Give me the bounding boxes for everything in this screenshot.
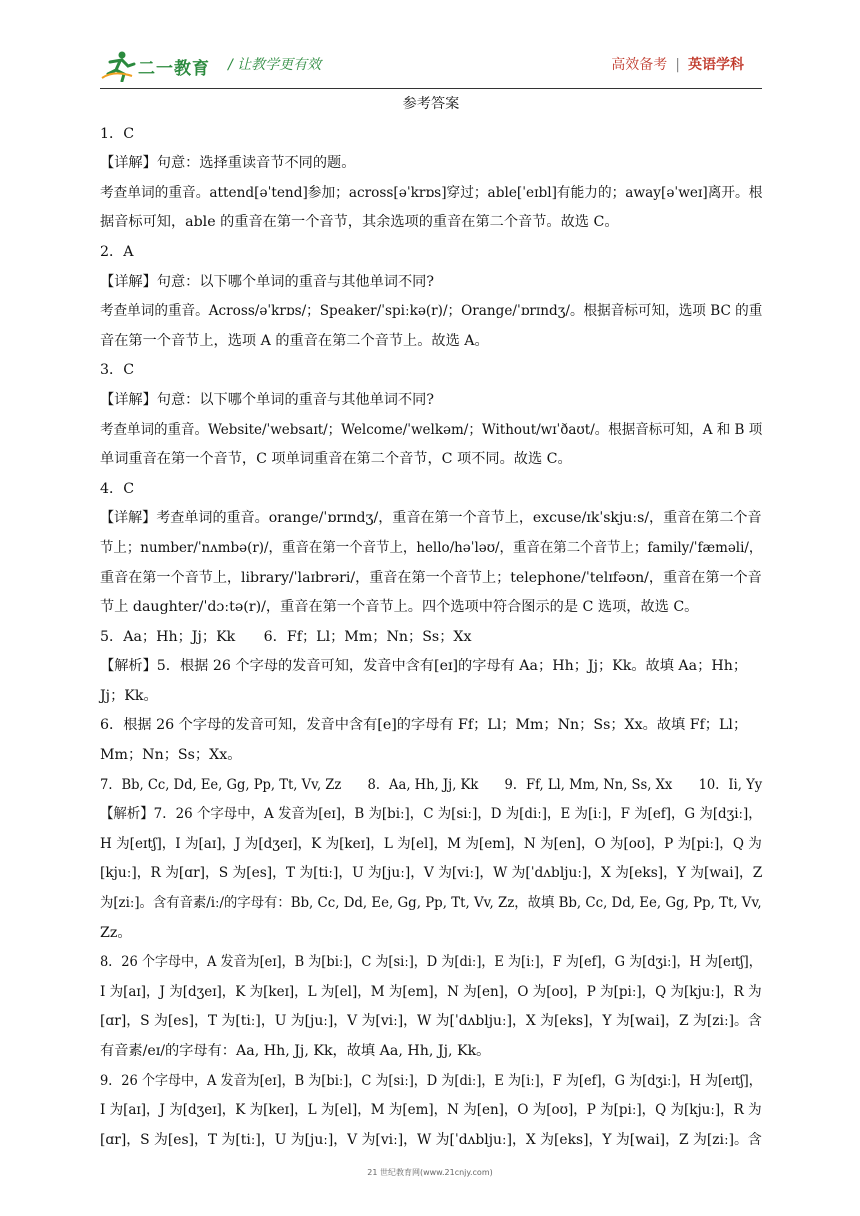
slogan: / 让教学更有效: [228, 57, 322, 73]
answer-line: 【详解】考查单词的重音。orange/ˈɒrɪndʒ/，重音在第一个音节上，excuse/ɪkˈskjuːs/，重音在第二个音: [100, 510, 762, 527]
answer-line: 1．C: [100, 125, 135, 142]
answer-line: 7．Bb, Cc, Dd, Ee, Gg, Pp, Tt, Vv, Zz 8．Aa, Hh, Jj, Kk 9．Ff, Ll, Mm, Nn, Ss, Xx 10．Ii, Yy: [100, 776, 763, 793]
answer-line: Mm；Nn；Ss；Xx。: [100, 747, 242, 764]
logo-text: 二一教育: [138, 59, 210, 79]
answer-line: [kjuː]，R 为[ɑr]，S 为[es]，T 为[tiː]，U 为[juː]，V 为[viː]，W 为[ˈdʌbljuː]，X 为[eks]，Y 为[wai]，Z: [100, 865, 763, 882]
answer-line: 考查单词的重音。attend[əˈtend]参加；across[əˈkrɒs]穿过；able[ˈeɪbl]有能力的；away[əˈweɪ]离开。根: [100, 184, 763, 201]
answer-line: [ɑr]，S 为[es]，T 为[tiː]，U 为[juː]，V 为[viː]，W 为[ˈdʌbljuː]，X 为[eks]，Y 为[wai]，Z 为[ziː]。含: [100, 1013, 762, 1030]
page-header: [100, 46, 762, 90]
answer-line: 【解析】5．根据 26 个字母的发音可知，发音中含有[eɪ]的字母有 Aa；Hh；Jj；Kk。故填 Aa；Hh；: [100, 658, 748, 675]
answer-line: 单词重音在第一个音节，C 项单词重音在第二个音节，C 项不同。故选 C。: [100, 451, 572, 468]
answer-line: 【详解】句意：选择重读音节不同的题。: [100, 155, 356, 172]
answer-line: 4．C: [100, 480, 135, 497]
answer-line: I 为[aɪ]，J 为[dʒeɪ]，K 为[keɪ]，L 为[el]，M 为[em]，N 为[en]，O 为[oʊ]，P 为[piː]，Q 为[kjuː]，R 为: [100, 1102, 762, 1119]
answer-line: H 为[eɪtʃ]，I 为[aɪ]，J 为[dʒeɪ]，K 为[keɪ]，L 为[el]，M 为[em]，N 为[en]，O 为[oʊ]，P 为[piː]，Q 为: [100, 835, 762, 852]
tag-exam-prep: 高效备考: [611, 57, 668, 73]
answer-content: [100, 90, 762, 1155]
answer-lines: [100, 120, 762, 1156]
answer-line: 考查单词的重音。Website/ˈwebsaɪt/；Welcome/ˈwelkəm/；Without/wɪˈðaʊt/。根据音标可知，A 和 B 项: [100, 421, 763, 438]
answer-line: 音在第一个音节上，选项 A 的重音在第二个音节上。故选 A。: [100, 332, 489, 349]
answer-line: 据音标可知，able 的重音在第一个音节，其余选项的重音在第二个音节。故选 C。: [100, 214, 619, 231]
answer-line: 9．26 个字母中，A 发音为[eɪ]，B 为[biː]，C 为[siː]，D 为[diː]，E 为[iː]，F 为[ef]，G 为[dʒiː]，H 为[eɪtʃ]，: [100, 1072, 762, 1089]
answer-line: 【解析】7．26 个字母中，A 发音为[eɪ]，B 为[biː]，C 为[siː]，D 为[diː]，E 为[iː]，F 为[ef]，G 为[dʒiː]，: [100, 806, 762, 823]
header-rule: [100, 88, 762, 89]
answer-line: 重音在第一个音节上，library/ˈlaɪbrəri/，重音在第一个音节上；telephone/ˈtelɪfəʊn/，重音在第一个音: [100, 569, 762, 586]
runner-logo-icon: [100, 50, 136, 82]
answer-line: 有音素/eɪ/的字母有：Aa, Hh, Jj, Kk，故填 Aa, Hh, Jj, Kk。: [100, 1043, 491, 1059]
answer-line: Jj；Kk。: [100, 687, 158, 704]
tag-subject: 英语学科: [688, 57, 744, 73]
page-title: 参考答案: [402, 96, 460, 112]
answer-line: [ɑr]，S 为[es]，T 为[tiː]，U 为[juː]，V 为[viː]，W 为[ˈdʌbljuː]，X 为[eks]，Y 为[wai]，Z 为[ziː]。含: [100, 1131, 762, 1148]
answer-line: 3．C: [100, 362, 135, 379]
footer: 21 世纪教育网(www.21cnjy.com): [367, 1168, 493, 1177]
answer-line: 节上；number/ˈnʌmbə(r)/，重音在第一个音节上，hello/həˈləʊ/，重音在第二个音节上；family/ˈfæməli/，: [100, 539, 763, 556]
answer-line: 考查单词的重音。Across/əˈkrɒs/；Speaker/ˈspiːkə(r)/；Orange/ˈɒrɪndʒ/。根据音标可知，选项 BC 的重: [100, 303, 763, 320]
answer-line: 8．26 个字母中，A 发音为[eɪ]，B 为[biː]，C 为[siː]，D 为[diː]，E 为[iː]，F 为[ef]，G 为[dʒiː]，H 为[eɪtʃ]，: [100, 954, 762, 971]
tag-separator: |: [675, 57, 680, 73]
answer-line: 6．根据 26 个字母的发音可知，发音中含有[e]的字母有 Ff；Ll；Mm；Nn；Ss；Xx。故填 Ff；Ll；: [100, 717, 748, 734]
answer-line: 5．Aa；Hh；Jj；Kk 6．Ff；Ll；Mm；Nn；Ss；Xx: [100, 628, 472, 645]
answer-line: 【详解】句意：以下哪个单词的重音与其他单词不同?: [100, 391, 434, 408]
answer-line: 【详解】句意：以下哪个单词的重音与其他单词不同?: [100, 273, 434, 290]
answer-line: I 为[aɪ]，J 为[dʒeɪ]，K 为[keɪ]，L 为[el]，M 为[em]，N 为[en]，O 为[oʊ]，P 为[piː]，Q 为[kjuː]，R 为: [100, 983, 762, 1000]
answer-line: 2．A: [100, 243, 134, 260]
header-tags: [611, 54, 744, 74]
answer-line: 为[ziː]。含有音素/iː/的字母有：Bb, Cc, Dd, Ee, Gg, Pp, Tt, Vv, Zz，故填 Bb, Cc, Dd, Ee, Gg, Pp, Tt, Vv,: [100, 895, 762, 912]
answer-line: 节上 daughter/ˈdɔːtə(r)/，重音在第一个音节上。四个选项中符合图示的是 C 选项，故选 C。: [100, 599, 699, 616]
answer-line: Zz。: [100, 924, 132, 941]
